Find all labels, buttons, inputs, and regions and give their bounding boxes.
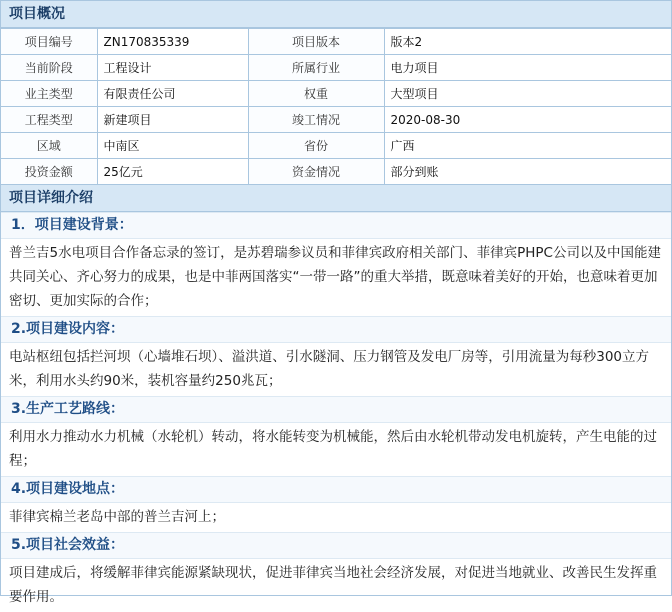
field-label: 业主类型	[1, 81, 97, 107]
field-value: 2020-08-30	[384, 107, 671, 133]
field-label: 资金情况	[248, 159, 384, 185]
section-text: 普兰吉5水电项目合作备忘录的签订，是苏碧瑞参议员和菲律宾政府相关部门、菲律宾PHPC公司以及中国能建共同关心、齐心努力的成果，也是中菲两国落实“一带一路”的重大举措，既意味着美好的开始，也意味着更加密切、更加实际的合作；	[9, 245, 661, 309]
field-label: 竣工情况	[248, 107, 384, 133]
field-value: 大型项目	[384, 81, 671, 107]
section-heading: 2.项目建设内容：	[1, 316, 671, 343]
field-value: 广西	[384, 133, 671, 159]
section-text: 利用水力推动水力机械（水轮机）转动，将水能转变为机械能，然后由水轮机带动发电机旋转，产生电能的过程；	[9, 429, 657, 469]
field-label: 省份	[248, 133, 384, 159]
field-label: 权重	[248, 81, 384, 107]
field-label: 工程类型	[1, 107, 97, 133]
section-text: 菲律宾棉兰老岛中部的普兰吉河上；	[9, 509, 225, 525]
details-title: 项目详细介绍	[1, 185, 671, 212]
field-label: 项目版本	[248, 29, 384, 55]
overview-row	[1, 107, 671, 133]
details-body	[1, 212, 671, 612]
field-value: 电力项目	[384, 55, 671, 81]
field-value: 部分到账	[384, 159, 671, 185]
section-heading: 4.项目建设地点：	[1, 476, 671, 503]
section-text: 项目建成后，将缓解菲律宾能源紧缺现状，促进菲律宾当地社会经济发展，对促进当地就业、改善民生发挥重要作用。	[9, 565, 657, 605]
field-value: 新建项目	[97, 107, 248, 133]
section-heading: 3.生产工艺路线：	[1, 396, 671, 423]
section-heading: 1．项目建设背景：	[1, 212, 671, 239]
field-label: 项目编号	[1, 29, 97, 55]
overview-row	[1, 81, 671, 107]
field-label: 投资金额	[1, 159, 97, 185]
field-value: 有限责任公司	[97, 81, 248, 107]
overview-row	[1, 159, 671, 185]
overview-title: 项目概况	[1, 1, 671, 28]
overview-row	[1, 133, 671, 159]
field-value: 版本2	[384, 29, 671, 55]
field-value: 25亿元	[97, 159, 248, 185]
overview-row	[1, 55, 671, 81]
section-heading: 5.项目社会效益：	[1, 532, 671, 559]
field-label: 所属行业	[248, 55, 384, 81]
field-value: ZN170835339	[97, 29, 248, 55]
field-label: 区域	[1, 133, 97, 159]
field-label: 当前阶段	[1, 55, 97, 81]
field-value: 中南区	[97, 133, 248, 159]
section-text: 电站枢纽包括拦河坝（心墙堆石坝）、溢洪道、引水隧洞、压力钢管及发电厂房等，引用流量为每秒300立方米，利用水头约90米，装机容量约250兆瓦；	[9, 349, 650, 389]
overview-row	[1, 29, 671, 55]
field-value: 工程设计	[97, 55, 248, 81]
overview-table	[1, 28, 671, 185]
